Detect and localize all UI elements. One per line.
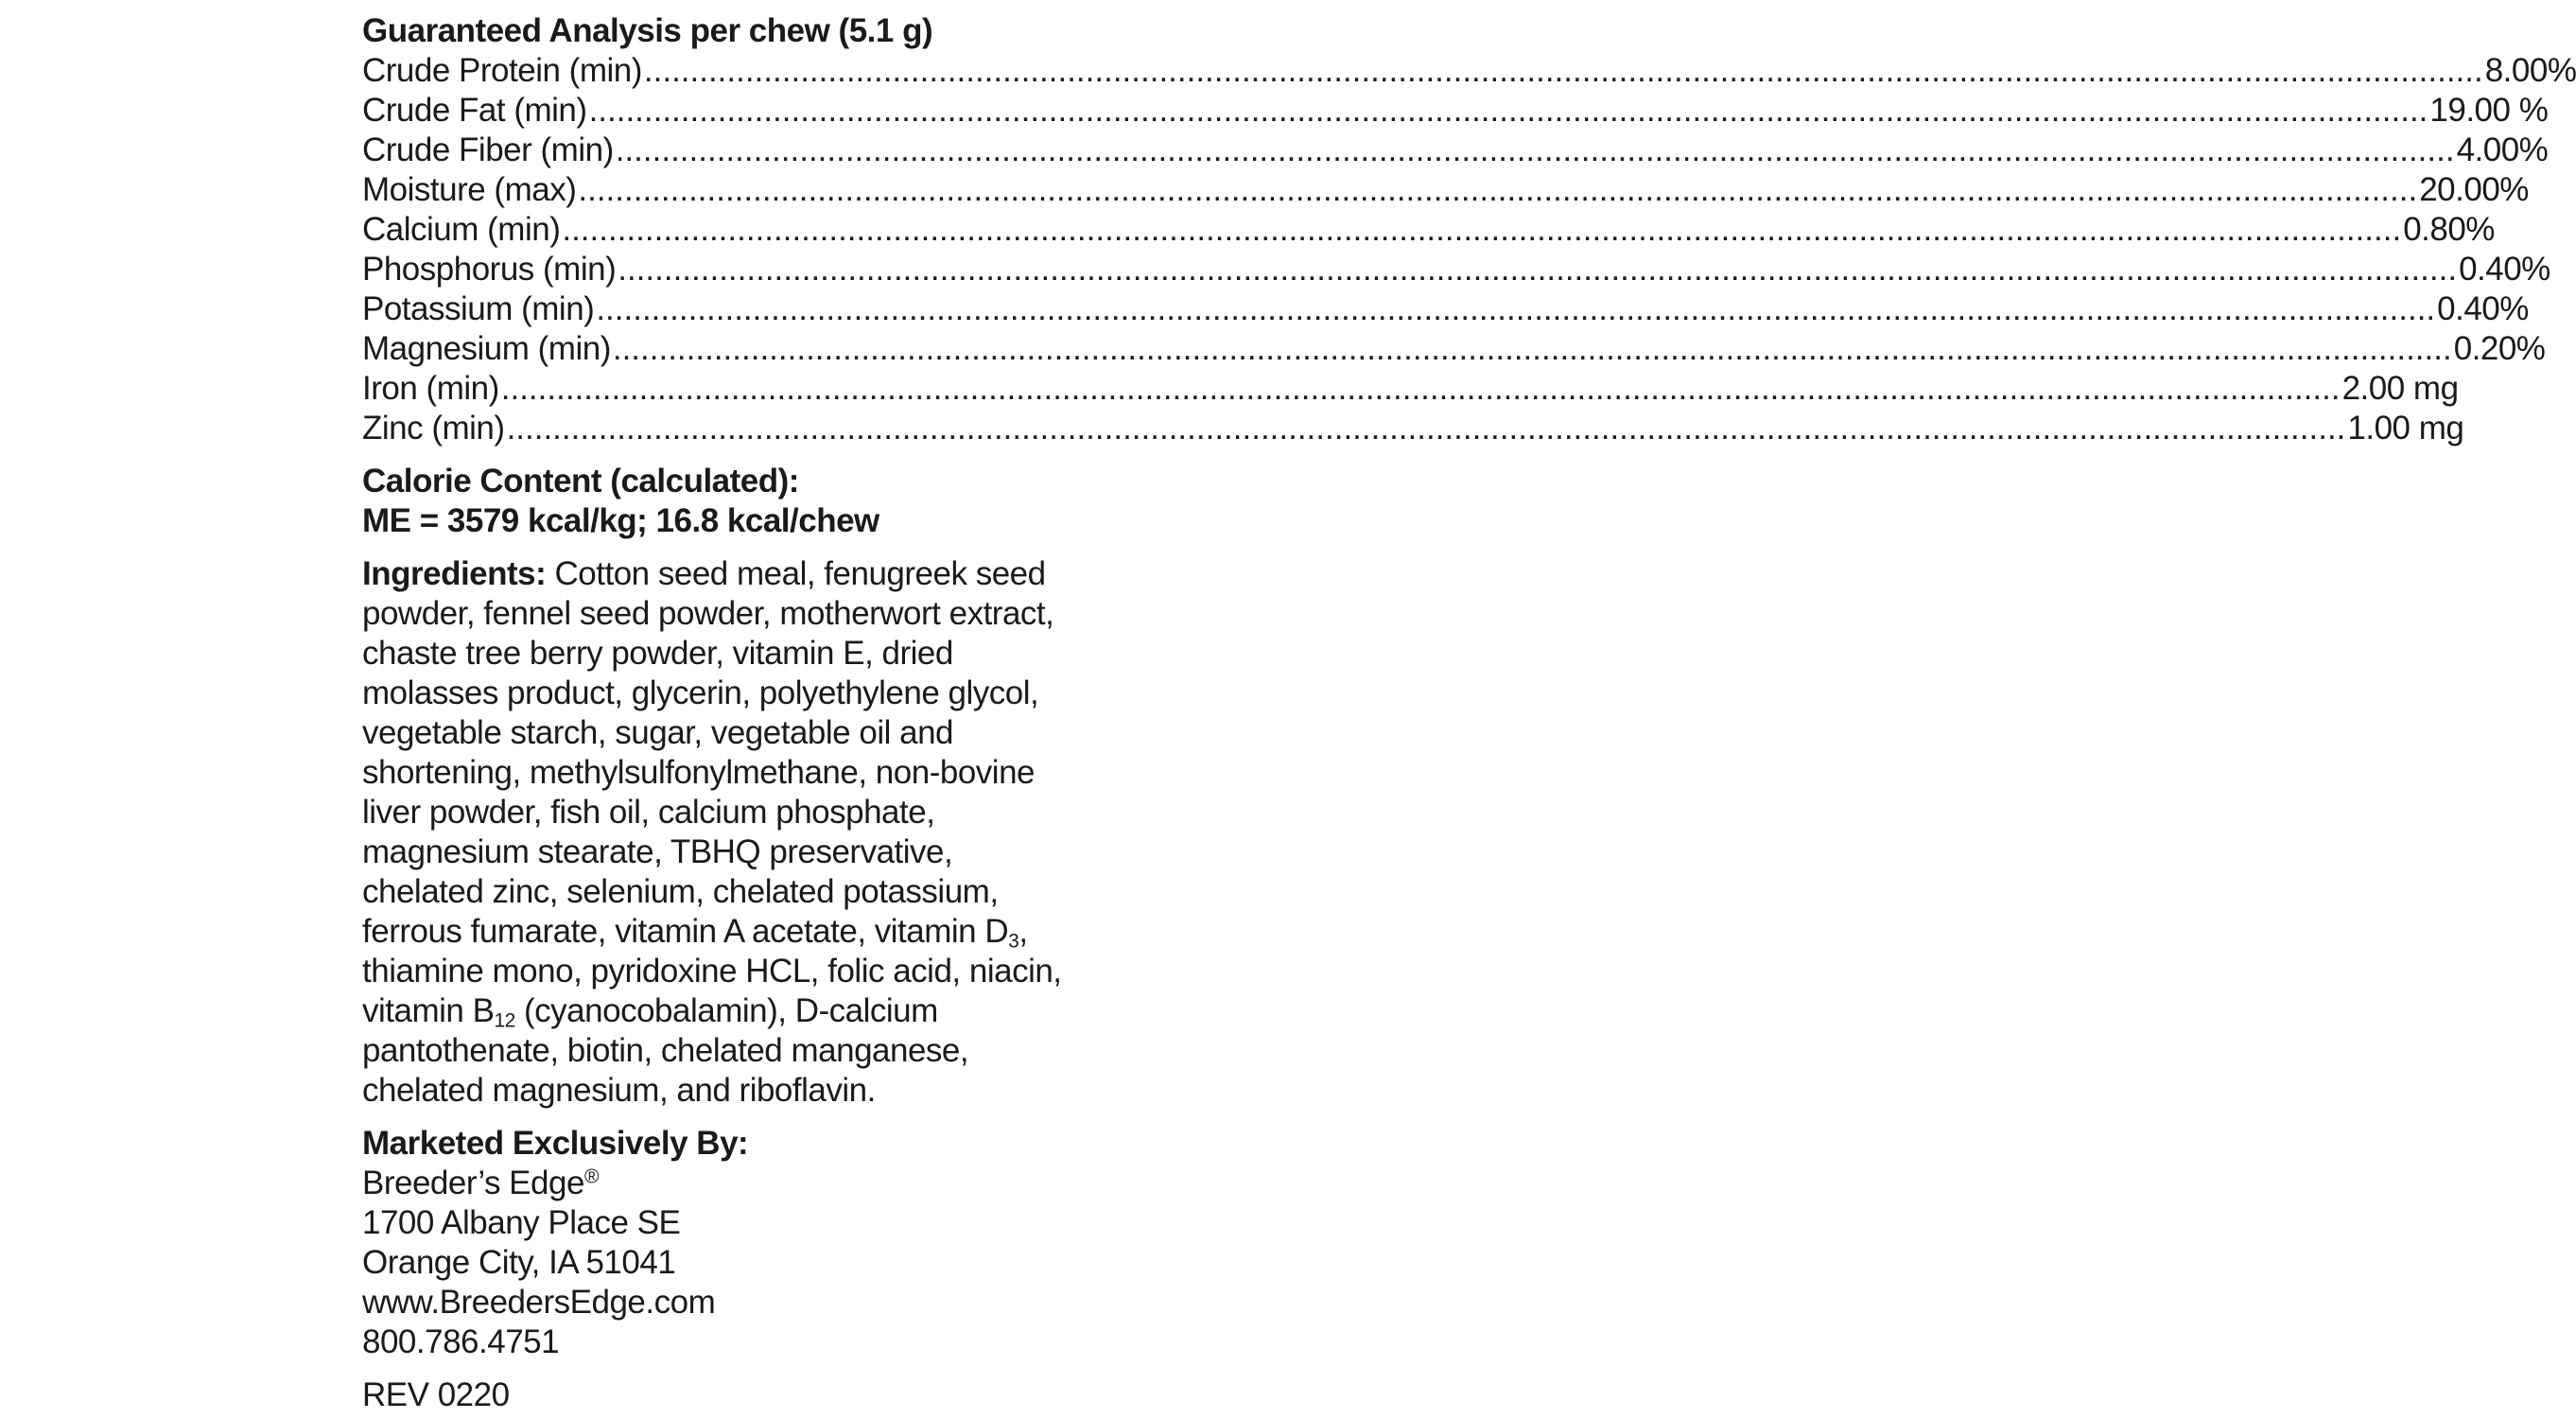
analysis-row: [362, 289, 2529, 329]
ingredients-section: [362, 554, 1062, 1111]
analysis-nutrient-name: Calcium (min): [362, 211, 561, 248]
dot-leader: ........................................................................................................................................................................................................: [612, 330, 2452, 367]
ingredients-subscript-b12: 12: [494, 1009, 515, 1032]
dot-leader: ........................................................................................................................................................................................................: [588, 92, 2428, 129]
analysis-nutrient-value: 20.00%: [2419, 171, 2529, 208]
phone-number: 800.786.4751: [362, 1323, 560, 1360]
analysis-nutrient-value: 2.00 mg: [2341, 370, 2459, 407]
dot-leader: ........................................................................................................................................................................................................: [596, 290, 2436, 327]
analysis-nutrient-name: Crude Protein (min): [362, 52, 642, 89]
company-name: Breeder’s Edge®: [362, 1165, 599, 1201]
ingredients-text-part2: , thiamine mono, pyridoxine HCL, folic acid, niacin, vitamin B: [362, 913, 1062, 1029]
dot-leader: ........................................................................................................................................................................................................: [578, 171, 2418, 208]
calorie-content-value: ME = 3579 kcal/kg; 16.8 kcal/chew: [362, 502, 879, 539]
analysis-nutrient-name: Moisture (max): [362, 171, 577, 208]
dot-leader: ........................................................................................................................................................................................................: [562, 211, 2402, 248]
analysis-nutrient-value: 0.80%: [2403, 211, 2495, 248]
registered-mark: ®: [583, 1165, 599, 1188]
analysis-nutrient-value: 0.40%: [2437, 290, 2529, 327]
marketer-section: [362, 1124, 1081, 1362]
analysis-nutrient-name: Iron (min): [362, 370, 499, 407]
address-line2: Orange City, IA 51041: [362, 1244, 676, 1281]
analysis-nutrient-name: Magnesium (min): [362, 330, 611, 367]
analysis-nutrient-name: Potassium (min): [362, 290, 595, 327]
ingredients-text-part3: (cyanocobalamin), D-calcium pantothenate, biotin, chelated manganese, chelated magnesium, and riboflavin.: [362, 992, 969, 1109]
analysis-nutrient-value: 8.00%: [2484, 52, 2576, 89]
analysis-row: [362, 210, 2495, 250]
dot-leader: ........................................................................................................................................................................................................: [643, 52, 2483, 89]
guaranteed-analysis-table: [362, 51, 2576, 448]
calorie-content-heading: Calorie Content (calculated):: [362, 463, 799, 499]
analysis-nutrient-value: 19.00 %: [2429, 92, 2549, 129]
dot-leader: ........................................................................................................................................................................................................: [500, 370, 2341, 407]
ingredients-heading: Ingredients:: [362, 555, 547, 592]
ingredients-subscript-d3: 3: [1008, 930, 1019, 953]
analysis-row: [362, 91, 2549, 131]
analysis-row: [362, 250, 2550, 289]
dot-leader: ........................................................................................................................................................................................................: [618, 251, 2458, 288]
ingredients-text-part1: Cotton seed meal, fenugreek seed powder, fennel seed powder, motherwort extract, chaste tree berry powder, vitamin E, dried molasses product, glycerin, polyethylene glycol, vegetable starch, sugar, vegetable oil and shortening, methylsulfonylmethane, non-bovine liver powder, fish oil, calcium phosphate, magnesium stearate, TBHQ preservative, chelated zinc, selenium, chelated potassium, ferrous fumarate, vitamin A acetate, vitamin D: [362, 555, 1054, 950]
analysis-nutrient-name: Zinc (min): [362, 410, 505, 447]
dot-leader: ........................................................................................................................................................................................................: [506, 410, 2346, 447]
analysis-nutrient-value: 0.40%: [2459, 251, 2550, 288]
marketer-heading: Marketed Exclusively By:: [362, 1125, 749, 1162]
address-line1: 1700 Albany Place SE: [362, 1204, 681, 1241]
analysis-row: [362, 170, 2529, 210]
analysis-nutrient-name: Crude Fiber (min): [362, 131, 614, 168]
analysis-nutrient-name: Crude Fat (min): [362, 92, 587, 129]
guaranteed-analysis-heading: Guaranteed Analysis per chew (5.1 g): [362, 12, 933, 49]
analysis-nutrient-value: 1.00 mg: [2347, 410, 2464, 447]
analysis-row: [362, 409, 2464, 448]
analysis-row: [362, 369, 2459, 409]
analysis-nutrient-value: 0.20%: [2453, 330, 2546, 367]
website: www.BreedersEdge.com: [362, 1284, 716, 1321]
analysis-row: [362, 51, 2576, 91]
analysis-nutrient-name: Phosphorus (min): [362, 251, 617, 288]
product-label: [362, 11, 2576, 1415]
analysis-row: [362, 329, 2546, 369]
revision-code: REV 0220: [362, 1376, 510, 1413]
dot-leader: ........................................................................................................................................................................................................: [615, 131, 2455, 168]
analysis-row: [362, 131, 2549, 170]
analysis-nutrient-value: 4.00%: [2456, 131, 2549, 168]
